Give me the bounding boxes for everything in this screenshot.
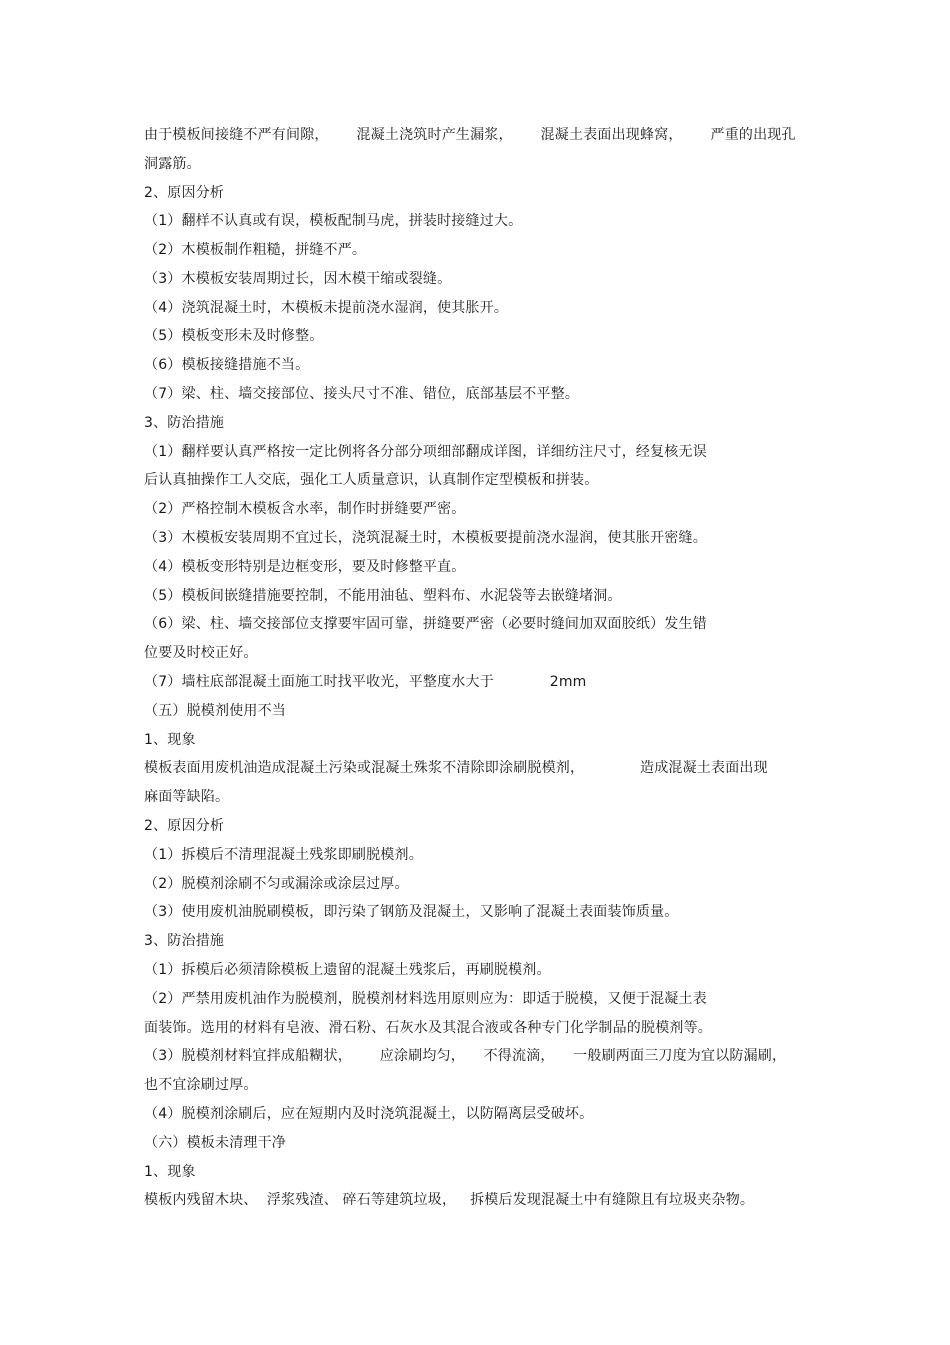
list-item: （1）翻样要认真严格按一定比例将各分部分项细部翻成详图，详细纺注尺寸，经复核无误: [144, 444, 707, 460]
section-heading: 3、防治措施: [144, 415, 225, 431]
list-item: （3）使用废机油脱刷模板，即污染了钢筋及混凝土，又影响了混凝土表面装饰质量。: [144, 904, 679, 920]
list-item: （1）拆模后不清理混凝土残浆即刷脱模剂。: [144, 847, 423, 863]
list-item: （1）拆模后必须清除模板上遗留的混凝土残浆后，再刷脱模剂。: [144, 962, 551, 978]
list-item: （4）脱模剂涂刷后，应在短期内及时浇筑混凝土，以防隔离层受破坏。: [144, 1106, 594, 1122]
text-line: 模板内残留木块、 浮浆残渣、 碎石等建筑垃圾， 拆模后发现混凝土中有缝隙且有垃圾夹杂物。: [144, 1192, 755, 1208]
text-line: 位要及时校正好。: [144, 645, 258, 661]
list-item: （2）严禁用废机油作为脱模剂，脱模剂材料选用原则应为：即适于脱模，又便于混凝土表: [144, 991, 707, 1007]
list-item: （1）翻样不认真或有误，模板配制马虎，拼装时接缝过大。: [144, 213, 523, 229]
section-heading: 1、现象: [144, 1164, 196, 1180]
subsection-heading: （六）模板未清理干净: [144, 1135, 286, 1151]
list-item: （4）浇筑混凝土时，木模板未提前浇水湿润，使其胀开。: [144, 300, 509, 316]
list-item: （5）模板间嵌缝措施要控制，不能用油毡、塑料布、水泥袋等去嵌缝堵洞。: [144, 588, 622, 604]
list-item: （3）木模板安装周期不宜过长，浇筑混凝土时，木模板要提前浇水湿润，使其胀开密缝。: [144, 530, 707, 546]
list-item: （3）脱模剂材料宜拌成船糊状， 应涂刷均匀， 不得流滴， 一般刷两面三刀度为宜以防漏刷，: [144, 1048, 787, 1064]
section-heading: 2、原因分析: [144, 185, 225, 201]
list-item: （6）梁、柱、墙交接部位支撑要牢固可靠，拼缝要严密（必要时缝间加双面胶纸）发生错: [144, 616, 707, 632]
text-line: 后认真抽操作工人交底，强化工人质量意识，认真制作定型模板和拼装。: [144, 472, 599, 488]
text-line: 面装饰。选用的材料有皂液、滑石粉、石灰水及其混合液或各种专门化学制品的脱模剂等。: [144, 1020, 712, 1036]
list-item: （2）严格控制木模板含水率，制作时拼缝要严密。: [144, 501, 466, 517]
text-line: 也不宜涂刷过厚。: [144, 1077, 258, 1093]
text-line: 洞露筋。: [144, 156, 201, 172]
list-item: （7）梁、柱、墙交接部位、接头尺寸不准、错位，底部基层不平整。: [144, 386, 580, 402]
section-heading: 1、现象: [144, 732, 196, 748]
text-line: 模板表面用废机油造成混凝土污染或混凝土殊浆不清除即涂刷脱模剂， 造成混凝土表面出现: [144, 760, 768, 776]
list-item: （2）脱模剂涂刷不匀或漏涂或涂层过厚。: [144, 876, 409, 892]
list-item: （2）木模板制作粗糙，拼缝不严。: [144, 242, 367, 258]
list-item: （4）模板变形特别是边框变形，要及时修整平直。: [144, 559, 466, 575]
text-line: 由于模板间接缝不严有间隙， 混凝土浇筑时产生漏浆， 混凝土表面出现蜂窝， 严重的出现孔: [144, 127, 796, 143]
section-heading: 3、防治措施: [144, 933, 225, 949]
list-item: （5）模板变形未及时修整。: [144, 328, 324, 344]
list-item: （3）木模板安装周期过长，因木模干缩或裂缝。: [144, 271, 452, 287]
subsection-heading: （五）脱模剂使用不当: [144, 703, 286, 719]
section-heading: 2、原因分析: [144, 818, 225, 834]
list-item: （6）模板接缝措施不当。: [144, 357, 310, 373]
text-line: 麻面等缺陷。: [144, 789, 230, 805]
list-item: （7）墙柱底部混凝土面施工时找平收光，平整度水大于 2mm: [144, 674, 587, 690]
